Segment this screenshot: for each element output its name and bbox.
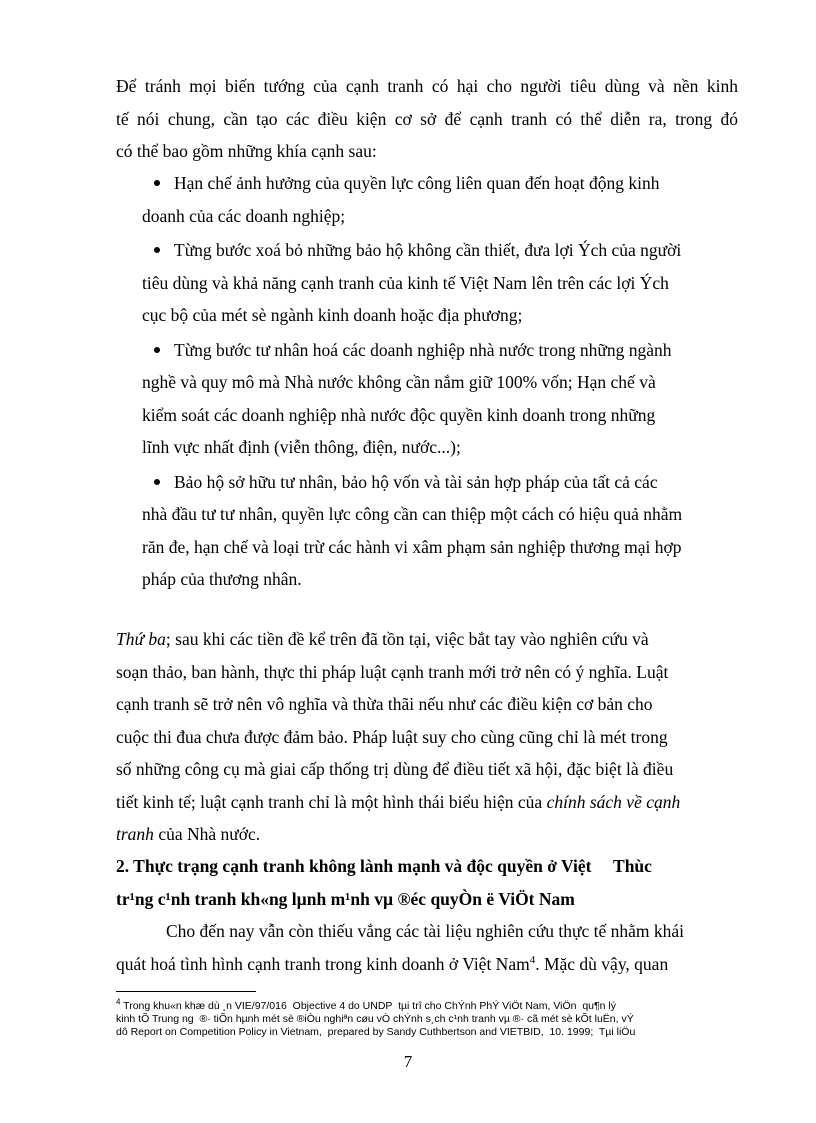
third-line-2: soạn thảo, ban hành, thực thi pháp luật cạnh tranh mới trở nên có ý nghĩa. Luật xyxy=(116,661,669,682)
list-item-line: răn đe, hạn chế và loại trừ các hành vi xâm phạm sản nghiệp thương mại hợp xyxy=(142,536,682,557)
heading-line-1: 2. Thực trạng cạnh tranh không lành mạnh và độc quyền ở Việt Thùc xyxy=(116,856,652,876)
intro-line-3: có thể bao gồm những khía cạnh sau: xyxy=(116,141,377,161)
footnote-line-1: Trong khu«n khæ dù ¸n VIE/97/016 Objective 4 do UNDP tµi trî cho ChÝnh PhÝ ViÖt Nam, ViÖn qu¶n lý xyxy=(120,1000,616,1012)
list-item-line: kiểm soát các doanh nghiệp nhà nước độc quyền kinh doanh trong những xyxy=(142,404,656,425)
list-item xyxy=(116,234,738,332)
bullet-icon xyxy=(154,347,160,353)
list-item-line: nhà đầu tư tư nhân, quyền lực công cần can thiệp một cách có hiệu quả nhằm xyxy=(142,504,683,524)
current-paragraph xyxy=(116,915,738,980)
third-line-7: của Nhà nước. xyxy=(153,824,261,844)
policy-term: chính sách về cạnh xyxy=(546,791,681,812)
intro-line-2: tế nói chung, cần tạo các điều kiện cơ sở để cạnh tranh có thể diễn ra, trong đó xyxy=(116,108,738,129)
page-number: 7 xyxy=(403,1052,413,1071)
bullet-icon xyxy=(154,180,160,186)
current-line-1: Cho đến nay vẫn còn thiếu vắng các tài liệu nghiên cứu thực tế nhằm khái xyxy=(166,921,685,941)
list-item-line: lĩnh vực nhất định (viễn thông, điện, nước...); xyxy=(142,437,461,457)
conditions-list xyxy=(116,167,738,596)
policy-term-end: tranh xyxy=(116,824,154,844)
bullet-icon xyxy=(154,479,160,485)
list-item xyxy=(116,466,738,596)
list-item-line: cục bộ của mét sè ngành kinh doanh hoặc địa phương; xyxy=(142,305,523,325)
third-line-1: ; sau khi các tiền đề kể trên đã tồn tại, việc bắt tay vào nghiên cứu và xyxy=(165,629,649,649)
intro-line-1: Để tránh mọi biến tướng của cạnh tranh có hại cho người tiêu dùng và nền kinh xyxy=(116,76,738,96)
list-item-line: doanh của các doanh nghiệp; xyxy=(142,205,346,226)
section-heading xyxy=(116,850,738,915)
intro-paragraph xyxy=(116,70,738,168)
third-line-5: số những công cụ mà giai cấp thống trị dùng để điều tiết xã hội, đặc biệt là điều xyxy=(116,759,674,779)
heading-line-2: tr¹ng c¹nh tranh kh«ng lµnh m¹nh vµ ®éc quyÒn ë ViÖt Nam xyxy=(116,888,575,909)
footnote-line-2: kinh tÕ Trung ng ®· tiÕn hµnh mét sè ®iÒu nghiªn cøu vÒ chÝnh s¸ch c¹nh tranh vµ ®· cã mét sè kÕt luËn, vÝ xyxy=(116,1013,634,1025)
current-line-2-end: . Mặc dù vậy, quan xyxy=(535,953,669,974)
list-item-line: tiêu dùng và khả năng cạnh tranh của kinh tế Việt Nam lên trên các lợi Ých xyxy=(142,272,669,293)
list-item xyxy=(116,334,738,464)
list-item xyxy=(116,167,738,232)
list-item-line: nghề và quy mô mà Nhà nước không cần nắm giữ 100% vốn; Hạn chế và xyxy=(142,372,656,392)
list-item-line: Hạn chế ảnh hưởng của quyền lực công liên quan đến hoạt động kinh xyxy=(174,173,660,193)
footnote-line-3: dô Report on Competition Policy in Vietnam, prepared by Sandy Cuthbertson and VIETBID, 10. 1999; Tµi liÖu xyxy=(116,1026,636,1038)
footnote-marker: 4 xyxy=(116,997,121,1007)
list-item-line: Từng bước xoá bỏ những bảo hộ không cần thiết, đưa lợi Ých của người xyxy=(174,240,682,260)
third-line-4: cuộc thi đua chưa được đảm bảo. Pháp luật suy cho cùng cũng chỉ là mét trong xyxy=(116,726,668,747)
third-line-6: tiết kinh tế; luật cạnh tranh chỉ là một hình thái biểu hiện của xyxy=(116,791,547,812)
list-item-line: pháp của thương nhân. xyxy=(142,569,302,589)
current-line-2: quát hoá tình hình cạnh tranh trong kinh doanh ở Việt Nam xyxy=(116,953,530,974)
footnote xyxy=(116,997,746,1039)
footnote-reference[interactable]: 4 xyxy=(529,953,536,966)
list-item-line: Bảo hộ sở hữu tư nhân, bảo hộ vốn và tài sản hợp pháp của tất cả các xyxy=(174,471,658,492)
bullet-icon xyxy=(154,247,160,253)
third-line-3: cạnh tranh sẽ trở nên vô nghĩa và thừa thãi nếu như các điều kiện cơ bản cho xyxy=(116,694,653,714)
third-paragraph xyxy=(116,623,738,851)
list-item-line: Từng bước tư nhân hoá các doanh nghiệp nhà nước trong những ngành xyxy=(174,339,672,360)
footnote-divider xyxy=(116,991,256,992)
third-lead: Thứ ba xyxy=(116,629,166,649)
